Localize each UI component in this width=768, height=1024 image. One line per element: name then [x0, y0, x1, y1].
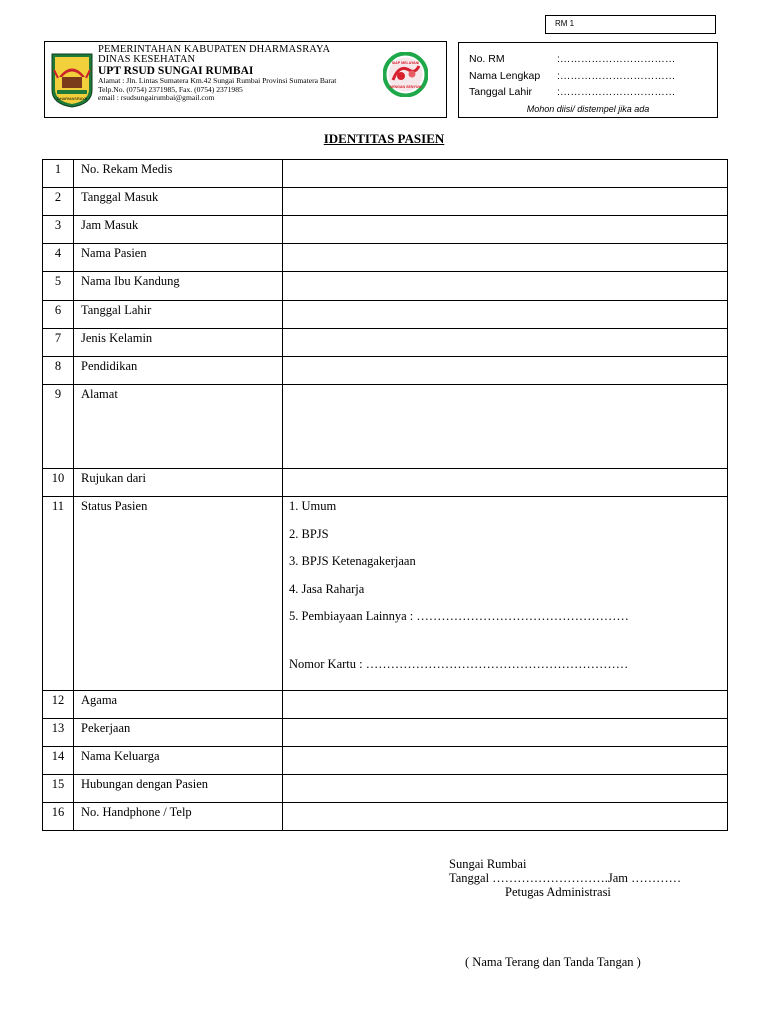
status-option[interactable]: 5. Pembiayaan Lainnya : ……………………………………………	[289, 609, 629, 623]
table-row	[43, 188, 728, 216]
table-row	[43, 160, 728, 188]
row-label: Jam Masuk	[74, 216, 283, 244]
row-value-field[interactable]	[283, 357, 728, 385]
signature-name-line[interactable]: ( Nama Terang dan Tanda Tangan )	[465, 955, 641, 969]
signature-date-time[interactable]: Tanggal ……………………….Jam …………	[449, 871, 682, 885]
id-label-full-name: Nama Lengkap	[469, 70, 541, 82]
table-row	[43, 272, 728, 301]
table-row	[43, 719, 728, 747]
row-label: Nama Pasien	[74, 244, 283, 272]
header-hospital-name: UPT RSUD SUNGAI RUMBAI	[98, 65, 254, 77]
id-value-birth-date[interactable]: :……………………………	[557, 86, 676, 98]
id-row-birth-date	[469, 86, 675, 98]
row-value-field[interactable]	[283, 160, 728, 188]
row-label: Hubungan dengan Pasien	[74, 775, 283, 803]
patient-identity-table	[42, 159, 728, 831]
row-label: Status Pasien	[74, 497, 283, 691]
row-value-field[interactable]	[283, 691, 728, 719]
table-row	[43, 747, 728, 775]
row-value-field[interactable]	[283, 244, 728, 272]
signature-place: Sungai Rumbai	[449, 857, 527, 871]
id-box-note: Mohon diisi/ distempel jika ada	[526, 104, 650, 114]
row-label: Pekerjaan	[74, 719, 283, 747]
row-label: Rujukan dari	[74, 469, 283, 497]
rm-code: RM 1	[555, 19, 575, 28]
status-spacer	[289, 637, 727, 657]
row-label: Tanggal Masuk	[74, 188, 283, 216]
row-value-field[interactable]	[283, 719, 728, 747]
card-number-field[interactable]: Nomor Kartu : ………………………………………………………	[289, 656, 629, 671]
id-label-birth-date: Tanggal Lahir	[469, 86, 533, 98]
status-option[interactable]: 1. Umum	[289, 499, 337, 513]
row-number: 16	[43, 803, 74, 831]
table-row	[43, 803, 728, 831]
row-value-field[interactable]	[283, 747, 728, 775]
row-label: Alamat	[74, 385, 283, 469]
row-value-field[interactable]	[283, 216, 728, 244]
header-text	[98, 45, 336, 103]
service-badge-icon	[383, 52, 428, 97]
row-number: 6	[43, 301, 74, 329]
row-label: Tanggal Lahir	[74, 301, 283, 329]
row-value-field[interactable]	[283, 272, 728, 301]
badge-bottom-text: DENGAN SENYUM	[389, 85, 422, 89]
header-phone: Telp.No. (0754) 2371985, Fax. (0754) 2371985	[98, 84, 243, 94]
header-email: email : rsudsungairumbai@gmail.com	[98, 93, 215, 102]
row-value-field[interactable]	[283, 775, 728, 803]
row-label: No. Rekam Medis	[74, 160, 283, 188]
table-row	[43, 385, 728, 469]
row-number: 8	[43, 357, 74, 385]
row-label: Pendidikan	[74, 357, 283, 385]
row-label: Nama Keluarga	[74, 747, 283, 775]
row-label: Nama Ibu Kandung	[74, 272, 283, 301]
row-number: 4	[43, 244, 74, 272]
row-label: Jenis Kelamin	[74, 329, 283, 357]
row-value-field[interactable]	[283, 188, 728, 216]
table-row	[43, 691, 728, 719]
id-row-rm	[469, 53, 675, 65]
row-number: 14	[43, 747, 74, 775]
header-address: Alamat : Jln. Lintas Sumatera Km.42 Sungai Rumbai Provinsi Sumatera Barat	[98, 76, 337, 85]
table-row	[43, 469, 728, 497]
row-number: 7	[43, 329, 74, 357]
table-row	[43, 216, 728, 244]
status-options-cell[interactable]	[283, 497, 728, 691]
row-value-field[interactable]	[283, 329, 728, 357]
status-option[interactable]: 2. BPJS	[289, 526, 329, 541]
row-number: 10	[43, 469, 74, 497]
row-number: 9	[43, 385, 74, 469]
row-number: 12	[43, 691, 74, 719]
status-option[interactable]: 4. Jasa Raharja	[289, 581, 365, 596]
logo-caption: DHARMASRAYA	[56, 96, 88, 101]
row-value-field[interactable]	[283, 301, 728, 329]
signature-block	[449, 857, 681, 899]
dharmasraya-logo-icon	[50, 52, 94, 108]
patient-id-box	[458, 42, 718, 118]
row-number: 2	[43, 188, 74, 216]
header-department: DINAS KESEHATAN	[98, 54, 196, 65]
rm-code-box	[545, 15, 716, 34]
table-row	[43, 497, 728, 691]
id-value-full-name[interactable]: :……………………………	[557, 70, 676, 82]
badge-top-text: SIAP MELAYANI	[391, 61, 420, 65]
signature-officer: Petugas Administrasi	[505, 885, 611, 899]
table-row	[43, 775, 728, 803]
row-number: 11	[43, 497, 74, 691]
row-label: No. Handphone / Telp	[74, 803, 283, 831]
institution-header	[44, 41, 447, 118]
row-label: Agama	[74, 691, 283, 719]
row-number: 15	[43, 775, 74, 803]
id-label-rm: No. RM	[469, 53, 505, 65]
row-value-field[interactable]	[283, 803, 728, 831]
header-government: PEMERINTAHAN KABUPATEN DHARMASRAYA	[98, 44, 331, 55]
row-number: 1	[43, 160, 74, 188]
id-row-full-name	[469, 70, 675, 82]
table-row	[43, 244, 728, 272]
table-row	[43, 329, 728, 357]
row-number: 5	[43, 272, 74, 301]
status-option[interactable]: 3. BPJS Ketenagakerjaan	[289, 554, 416, 568]
form-title: IDENTITAS PASIEN	[323, 131, 445, 146]
row-value-field[interactable]	[283, 385, 728, 469]
table-row	[43, 357, 728, 385]
id-value-rm[interactable]: :……………………………	[557, 53, 676, 65]
row-number: 13	[43, 719, 74, 747]
row-value-field[interactable]	[283, 469, 728, 497]
table-row	[43, 301, 728, 329]
row-number: 3	[43, 216, 74, 244]
